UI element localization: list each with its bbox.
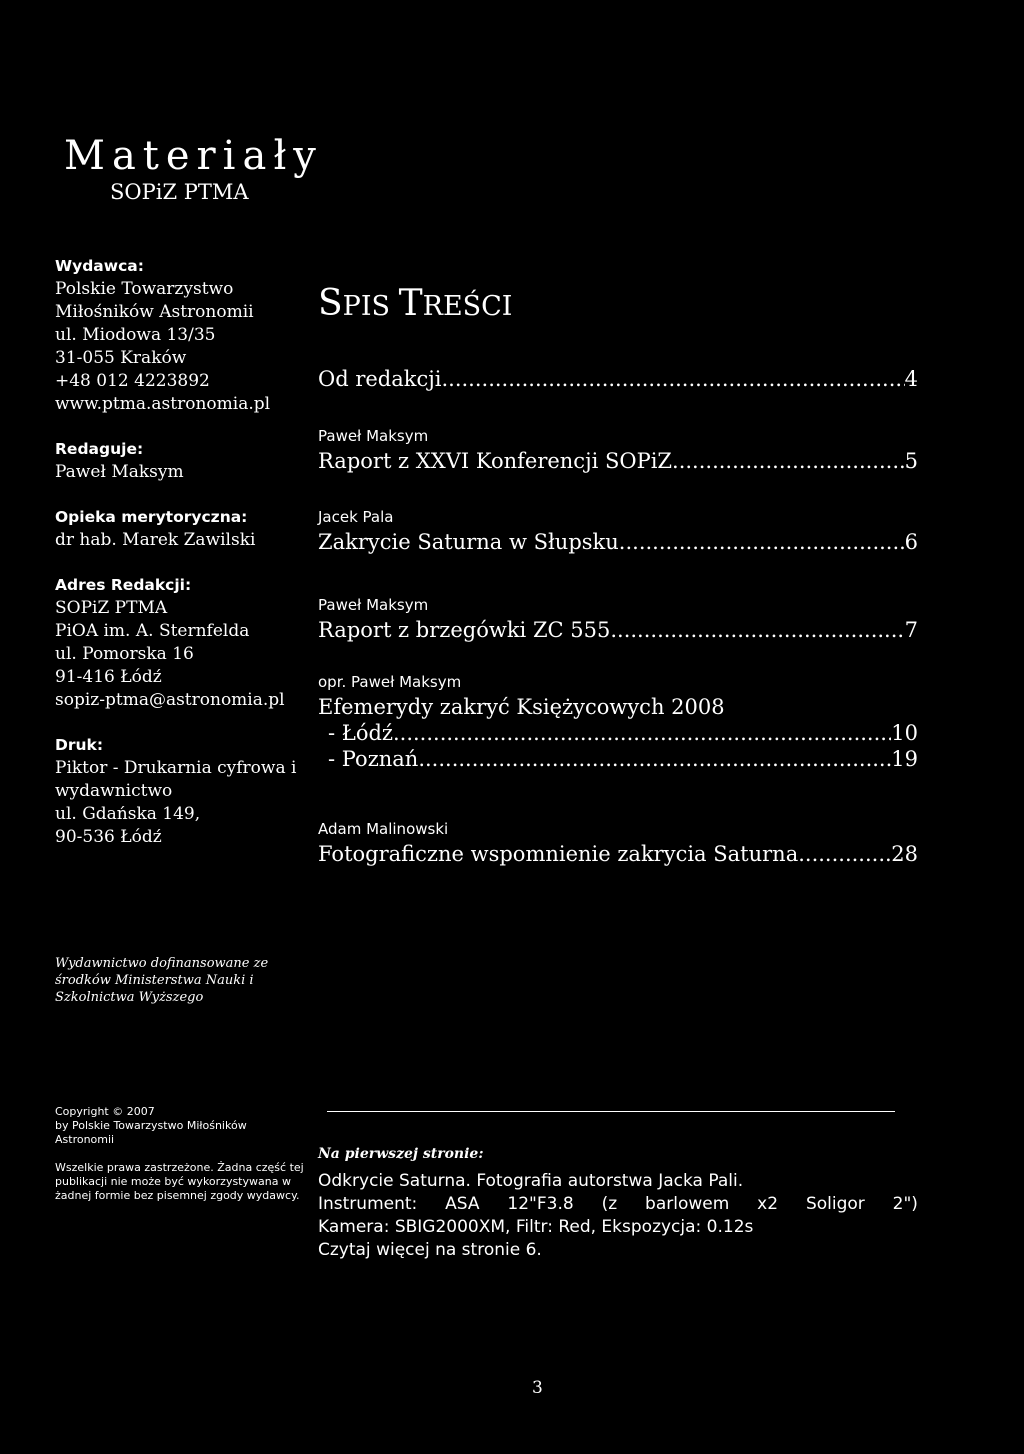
divider	[327, 1111, 895, 1112]
magazine-title: Materiały	[64, 133, 323, 179]
publisher-line: 31-055 Kraków	[55, 348, 187, 368]
address-line: sopiz-ptma@astronomia.pl	[55, 690, 285, 710]
print-line: 90-536 Łódź	[55, 827, 162, 847]
copyright-line: by Polskie Towarzystwo Miłośników Astronomii	[55, 1119, 247, 1146]
rights-notice: Wszelkie prawa zastrzeżone. Żadna część tej publikacji nie może być wykorzystywana w żadnej formie bez pisemnej zgody wydawcy.	[55, 1161, 304, 1202]
toc-entry[interactable]	[318, 508, 918, 554]
toc-entry-title: Zakrycie Saturna w Słupsku	[318, 530, 619, 554]
funding-note: Wydawnictwo dofinansowane ze środków Ministerstwa Nauki i Szkolnictwa Wyższego	[55, 956, 269, 1005]
toc-entry-author: Adam Malinowski	[318, 820, 449, 838]
cover-note-line: Kamera: SBIG2000XM, Filtr: Red, Ekspozycja: 0.12s	[318, 1217, 754, 1237]
cover-note-label: Na pierwszej stronie:	[318, 1146, 484, 1162]
address-line: ul. Pomorska 16	[55, 644, 194, 664]
supervision-value: dr hab. Marek Zawilski	[55, 530, 256, 550]
copyright-line: Copyright © 2007	[55, 1105, 155, 1118]
toc-entry-page: 6	[904, 530, 918, 554]
address-line: 91-416 Łódź	[55, 667, 162, 687]
toc-entry[interactable]	[318, 820, 918, 866]
publisher-line: Miłośników Astronomii	[55, 302, 254, 322]
toc-entry-title: Od redakcji	[318, 367, 442, 391]
toc-entry[interactable]	[318, 427, 918, 473]
toc-entry-author: Paweł Maksym	[318, 596, 429, 614]
print-line: ul. Gdańska 149,	[55, 804, 201, 824]
toc-entry-title: Fotograficzne wspomnienie zakrycia Saturna	[318, 842, 799, 866]
toc-entry-author: Paweł Maksym	[318, 427, 429, 445]
cover-note-line: Odkrycie Saturna. Fotografia autorstwa Jacka Pali.	[318, 1171, 744, 1191]
address-line: SOPiZ PTMA	[55, 598, 168, 618]
editor-value: Paweł Maksym	[55, 462, 184, 482]
toc-subentry-title: - Poznań	[328, 747, 419, 771]
toc-entry-page: 28	[891, 842, 918, 866]
toc-entry-title: Efemerydy zakryć Księżycowych 2008	[318, 695, 725, 719]
toc-entry-page: 4	[904, 367, 918, 391]
instrument-line: Instrument: ASA 12"F3.8 (z barlowem x2 Soligor 2")	[318, 1194, 918, 1214]
print-line: Piktor - Drukarnia cyfrowa i	[55, 758, 297, 778]
address-line: PiOA im. A. Sternfelda	[55, 621, 250, 641]
toc-entry-author: Jacek Pala	[318, 508, 394, 526]
toc-entry[interactable]	[318, 673, 918, 771]
page-number: 3	[532, 1378, 543, 1398]
print-line: wydawnictwo	[55, 781, 173, 801]
copyright-block	[55, 1105, 305, 1203]
publisher-label: Wydawca:	[55, 257, 144, 275]
publisher-line: ul. Miodowa 13/35	[55, 325, 216, 345]
toc-heading: SPIS TREŚCI	[318, 283, 513, 324]
toc-entry-author: opr. Paweł Maksym	[318, 673, 462, 691]
toc-subentry-title: - Łódź	[328, 721, 393, 745]
masthead	[55, 255, 320, 849]
magazine-subtitle: SOPiZ PTMA	[110, 180, 249, 204]
editorial-address-label: Adres Redakcji:	[55, 576, 192, 594]
toc-entry[interactable]	[318, 596, 918, 642]
cover-note	[318, 1143, 918, 1262]
toc-entry-page: 7	[904, 618, 918, 642]
editor-label: Redaguje:	[55, 440, 144, 458]
print-label: Druk:	[55, 736, 104, 754]
publisher-line: www.ptma.astronomia.pl	[55, 394, 271, 414]
toc-entry-page: 10	[891, 721, 918, 745]
toc-entry-page: 5	[904, 449, 918, 473]
toc-entry[interactable]	[318, 367, 918, 391]
supervision-label: Opieka merytoryczna:	[55, 508, 248, 526]
publisher-line: +48 012 4223892	[55, 371, 210, 391]
toc-entry-title: Raport z brzegówki ZC 555	[318, 618, 611, 642]
toc-entry-title: Raport z XXVI Konferencji SOPiZ	[318, 449, 673, 473]
publisher-line: Polskie Towarzystwo	[55, 279, 234, 299]
cover-note-line: Czytaj więcej na stronie 6.	[318, 1240, 542, 1260]
toc-entry-page: 19	[891, 747, 918, 771]
